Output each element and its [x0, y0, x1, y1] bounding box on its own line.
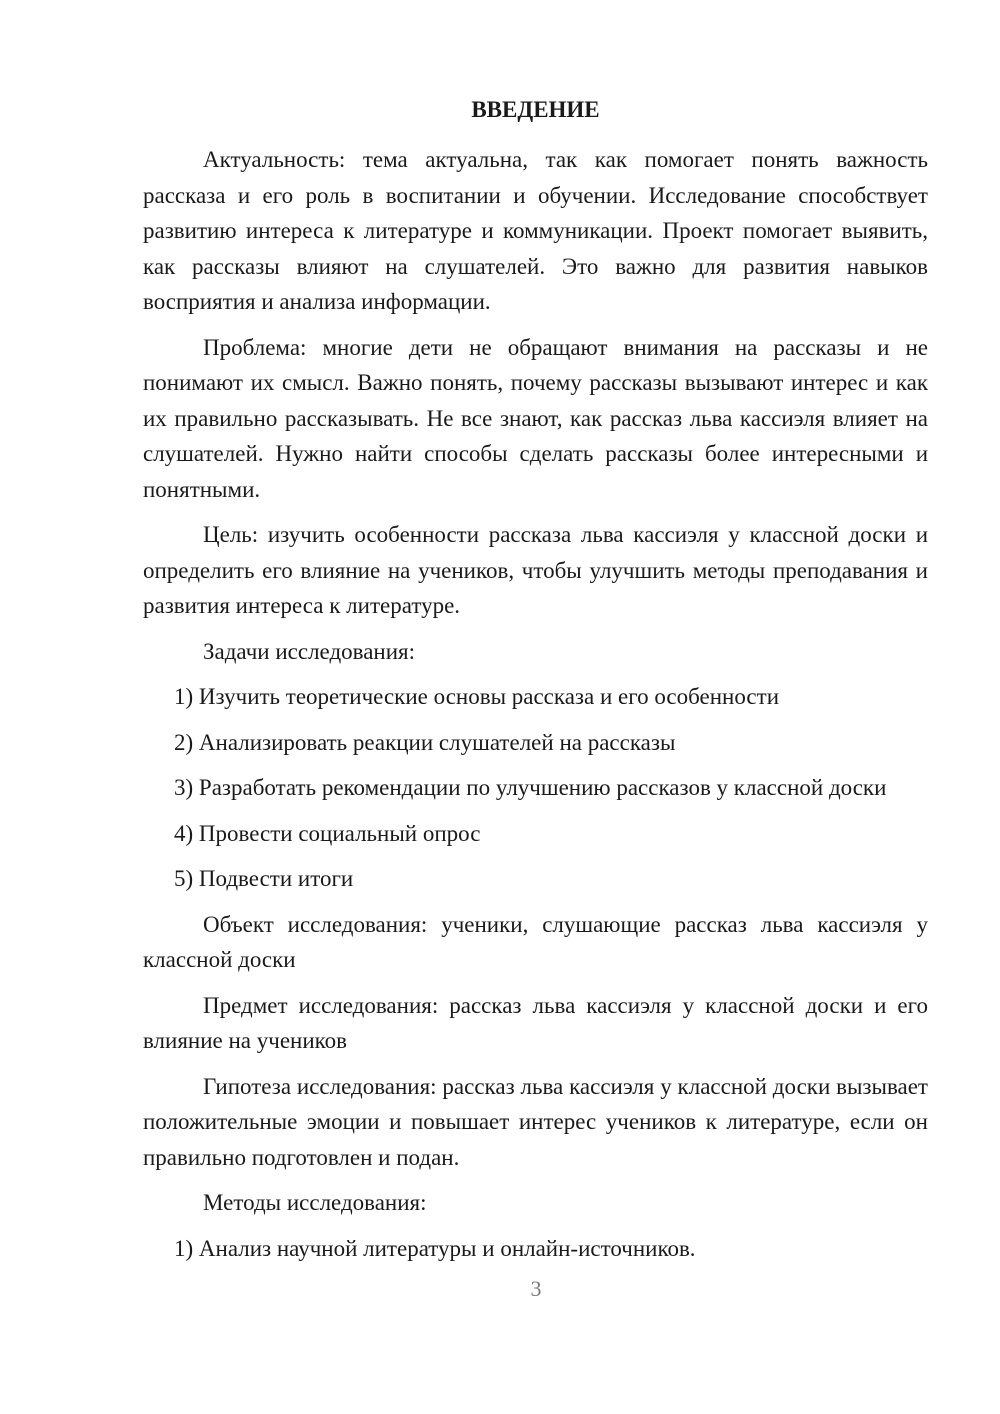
page-title: ВВЕДЕНИЕ: [471, 97, 600, 122]
page-number: 3: [530, 1276, 542, 1301]
relevance-paragraph: Актуальность: тема актуальна, так как помогает понять важность рассказа и его роль в воспитании и обучении. Исследование способствует развитию интереса к литературе и коммуникации. Проект помогает выявить, как рассказы влияют на слушателей. Это важно для развития навыков восприятия и анализа информации.: [143, 147, 928, 314]
hypothesis-paragraph: Гипотеза исследования: рассказ льва кассиэля у классной доски вызывает положительные эмоции и повышает интерес учеников к литературе, если он правильно подготовлен и подан.: [143, 1073, 928, 1170]
problem-paragraph: Проблема: многие дети не обращают внимания на рассказы и не понимают их смысл. Важно понять, почему рассказы вызывают интерес и как их правильно рассказывать. Не все знают, как рассказ льва кассиэля влияет на слушателей. Нужно найти способы сделать рассказы более интересными и понятными.: [143, 334, 928, 502]
task-item-3: 3) Разработать рекомендации по улучшению рассказов у классной доски: [174, 775, 887, 800]
subject-paragraph: Предмет исследования: рассказ льва кассиэля у классной доски и его влияние на учеников: [143, 992, 928, 1053]
methods-heading: Методы исследования:: [203, 1190, 427, 1215]
task-item-1: 1) Изучить теоретические основы рассказа и его особенности: [174, 684, 779, 709]
object-paragraph: Объект исследования: ученики, слушающие рассказ льва кассиэля у классной доски: [143, 911, 928, 972]
method-item-1: 1) Анализ научной литературы и онлайн-источников.: [174, 1235, 696, 1261]
task-item-2: 2) Анализировать реакции слушателей на рассказы: [174, 729, 676, 755]
tasks-heading: Задачи исследования:: [203, 638, 416, 664]
task-item-4: 4) Провести социальный опрос: [174, 820, 481, 846]
task-item-5: 5) Подвести итоги: [174, 866, 354, 891]
goal-paragraph: Цель: изучить особенности рассказа льва кассиэля у классной доски и определить его влияние на учеников, чтобы улучшить методы преподавания и развития интереса к литературе.: [143, 522, 928, 618]
page-content: [143, 92, 928, 1276]
